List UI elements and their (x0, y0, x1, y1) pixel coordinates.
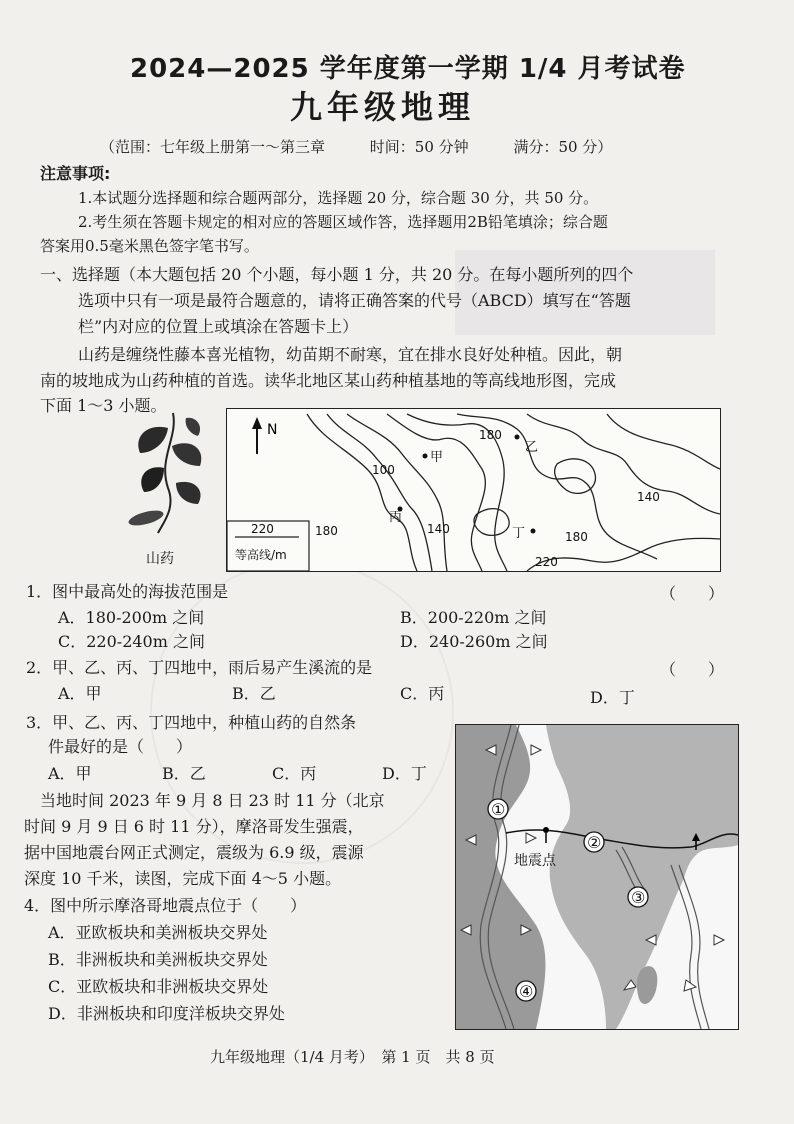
contour-label: 140 (427, 522, 450, 536)
plate-label-1: ① (491, 800, 506, 819)
north-label: N (267, 422, 278, 438)
option: C．丙 (272, 764, 317, 783)
contour-map (226, 408, 721, 572)
answer-paren: （ ） (660, 584, 725, 603)
option: B．乙 (232, 684, 276, 703)
question-2-stem: 2．甲、乙、丙、丁四地中，雨后易产生溪流的是 (26, 658, 373, 677)
option: C．亚欧板块和非洲板块交界处 (48, 977, 269, 996)
option: B．200-220m 之间 (400, 608, 547, 627)
option: C．丙 (400, 684, 445, 703)
notice-item: 1.本试题分选择题和综合题两部分，选择题 20 分，综合题 30 分，共 50 分。 (78, 189, 599, 207)
option: A．180-200m 之间 (58, 608, 205, 627)
plate-label-2: ② (587, 833, 602, 852)
plate-boundary-map (455, 724, 739, 1030)
exam-meta (100, 136, 652, 157)
quake-intro: 深度 10 千米，读图，完成下面 4～5 小题。 (24, 869, 342, 888)
notice-title: 注意事项: (40, 164, 111, 183)
option: A．甲 (58, 684, 102, 703)
option: A．亚欧板块和美洲板块交界处 (48, 923, 268, 942)
section-heading: 选项中只有一项是最符合题意的，请将正确答案的代号（ABCD）填写在“答题 (78, 291, 631, 310)
exam-score: 满分：50 分） (513, 138, 613, 156)
contour-label: 180 (565, 530, 588, 544)
option: B．非洲板块和美洲板块交界处 (48, 950, 268, 969)
question-3-stem: 件最好的是（ ） (48, 737, 193, 756)
exam-scope: （范围：七年级上册第一～第三章 (100, 138, 326, 156)
exam-title: 2024—2025 学年度第一学期 1/4 月考试卷 (130, 54, 686, 84)
point-jia: 甲 (430, 450, 444, 465)
section-heading: 一、选择题（本大题包括 20 个小题，每小题 1 分，共 20 分。在每小题所列的四个 (40, 265, 634, 284)
subject-title: 九年级地理 (290, 88, 476, 126)
contour-label: 100 (372, 463, 395, 477)
exam-time: 时间：50 分钟 (369, 138, 469, 156)
contour-label: 220 (535, 555, 558, 569)
page-footer: 九年级地理（1/4 月考） 第 1 页 共 8 页 (210, 1048, 495, 1066)
answer-paren: （ ） (660, 660, 725, 679)
plate-label-3: ③ (631, 888, 646, 907)
plate-label-4: ④ (519, 982, 534, 1001)
yam-illustration (118, 408, 213, 538)
quake-label: 地震点 (514, 853, 556, 869)
question-3-stem: 3．甲、乙、丙、丁四地中，种植山药的自然条 (26, 713, 357, 732)
intro-text: 山药是缠绕性藤本喜光植物，幼苗期不耐寒，宜在排水良好处种植。因此，朝 (78, 345, 623, 364)
legend-text: 等高线/m (235, 548, 287, 562)
contour-label: 180 (479, 428, 502, 442)
quake-point (543, 827, 549, 833)
section-heading: 栏”内对应的位置上或填涂在答题卡上） (78, 317, 359, 336)
notice-item: 2.考生须在答题卡规定的相对应的答题区域作答，选择题用2B铅笔填涂；综合题 (78, 213, 608, 231)
contour-label: 180 (315, 524, 338, 538)
option: D．丁 (590, 688, 635, 707)
option: D．非洲板块和印度洋板块交界处 (48, 1004, 285, 1023)
point-ding: 丁 (512, 526, 526, 541)
intro-text: 下面 1～3 小题。 (40, 396, 167, 415)
option: D．丁 (382, 764, 427, 783)
notice-item: 答案用0.5毫米黑色签字笔书写。 (40, 237, 259, 255)
yam-caption: 山药 (146, 551, 174, 567)
option: C．220-240m 之间 (58, 632, 205, 651)
quake-intro: 据中国地震台网正式测定，震级为 6.9 级，震源 (24, 843, 364, 862)
option: D．240-260m 之间 (400, 632, 548, 651)
point-yi: 乙 (525, 440, 539, 455)
quake-intro: 当地时间 2023 年 9 月 8 日 23 时 11 分（北京 (40, 791, 385, 810)
legend-value: 220 (251, 522, 274, 536)
contour-label: 140 (637, 490, 660, 504)
question-4-stem: 4．图中所示摩洛哥地震点位于（ ） (24, 896, 307, 915)
option: A．甲 (48, 764, 92, 783)
question-1-stem: 1．图中最高处的海拔范围是 (26, 582, 229, 601)
point-bing: 丙 (389, 510, 403, 525)
quake-intro: 时间 9 月 9 日 6 时 11 分），摩洛哥发生强震， (24, 817, 364, 836)
option: B．乙 (162, 764, 206, 783)
intro-text: 南的坡地成为山药种植的首选。读华北地区某山药种植基地的等高线地形图，完成 (40, 371, 617, 390)
